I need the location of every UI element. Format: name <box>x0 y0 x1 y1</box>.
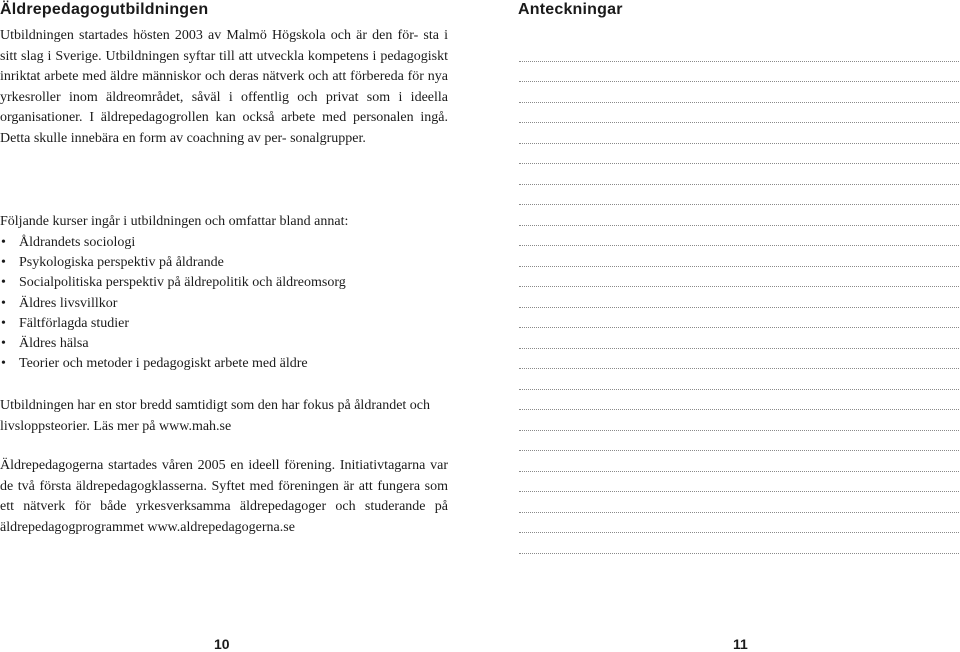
note-line <box>519 287 959 308</box>
course-list <box>0 233 346 374</box>
note-line <box>519 451 959 472</box>
note-line <box>519 492 959 513</box>
courses-intro: Följande kurser ingår i utbildningen och omfattar bland annat: <box>0 214 349 229</box>
note-line <box>519 144 959 165</box>
note-line <box>519 205 959 226</box>
note-line <box>519 246 959 267</box>
list-item <box>0 294 346 314</box>
note-line <box>519 62 959 83</box>
bullet-icon: • <box>1 336 6 352</box>
list-item <box>0 314 346 334</box>
course-name: Äldres livsvillkor <box>19 295 118 311</box>
note-line <box>519 513 959 534</box>
list-item <box>0 273 346 293</box>
page-number-right: 11 <box>733 636 748 652</box>
note-line <box>519 533 959 554</box>
note-line <box>519 41 959 62</box>
note-lines <box>519 41 959 554</box>
note-line <box>519 349 959 370</box>
bullet-icon: • <box>1 356 6 372</box>
course-name: Teorier och metoder i pedagogiskt arbete med äldre <box>19 356 308 372</box>
course-name: Äldres hälsa <box>19 336 89 352</box>
bullet-icon: • <box>1 235 6 250</box>
note-line <box>519 390 959 411</box>
bullet-icon: • <box>1 255 6 271</box>
note-line <box>519 328 959 349</box>
note-line <box>519 431 959 452</box>
list-item <box>0 253 346 273</box>
bullet-icon: • <box>1 295 6 311</box>
course-name: Fältförlagda studier <box>19 315 130 331</box>
list-item <box>0 334 346 354</box>
course-name: Åldrandets sociologi <box>19 235 136 250</box>
intro-paragraph: Utbildningen startades hösten 2003 av Malmö Högskola och är den för- sta i sitt slag i Sverige. Utbildningen syftar till att utveckla kompetens i pedagogiskt inriktat arbete med äldre människor och deras nätverk och att förbereda för nya yrkesroller inom äldreområdet, såväl i offentlig och privat som i ideella organisationer. I äldrepedagogrollen kan också arbete med personalen ingå. Detta skulle innebära en form av coachning av per- sonalgrupper. <box>0 28 448 146</box>
course-name: Socialpolitiska perspektiv på äldrepolitik och äldreomsorg <box>19 275 346 291</box>
association-paragraph: Äldrepedagogerna startades våren 2005 en ideell förening. Initiativtagarna var de två första äldrepedagogklasserna. Syftet med föreningen är att fungera som ett nätverk för både yrkesverksamma äldrepedagoger och studerande på äldrepedagogprogrammet www.aldrepedagogerna.se <box>0 458 448 535</box>
course-name: Psykologiska perspektiv på åldrande <box>19 255 224 271</box>
list-item <box>0 233 346 253</box>
right-page <box>516 0 960 652</box>
note-line <box>519 410 959 431</box>
note-line <box>519 123 959 144</box>
note-line <box>519 103 959 124</box>
note-line <box>519 82 959 103</box>
note-line <box>519 472 959 493</box>
bullet-icon: • <box>1 275 6 291</box>
page-title: Äldrepedagogutbildningen <box>0 1 209 18</box>
list-item <box>0 354 346 374</box>
note-line <box>519 369 959 390</box>
note-line <box>519 226 959 247</box>
note-line <box>519 164 959 185</box>
notes-title: Anteckningar <box>518 1 623 18</box>
left-page <box>0 0 450 652</box>
page-number-left: 10 <box>214 636 230 652</box>
note-line <box>519 185 959 206</box>
breadth-paragraph: Utbildningen har en stor bredd samtidigt som den har fokus på åldrandet och livsloppsteorier. Läs mer på www.mah.se <box>0 398 431 434</box>
note-line <box>519 308 959 329</box>
note-line <box>519 267 959 288</box>
bullet-icon: • <box>1 315 6 331</box>
